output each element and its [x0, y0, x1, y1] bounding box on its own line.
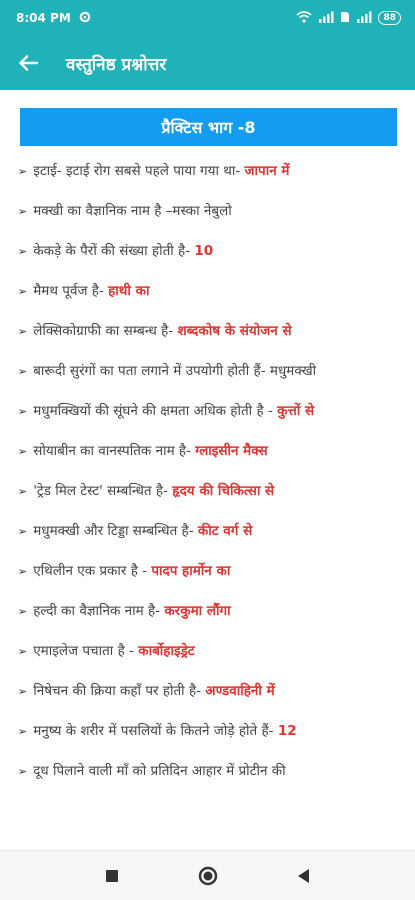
list-item — [18, 520, 401, 543]
answer-text: 10 — [194, 243, 214, 259]
question-text: मधुमक्खियों की सूंघने की क्षमता अधिक होती है - — [33, 403, 273, 419]
answer-text: जापान में — [244, 163, 290, 179]
settings-gear-icon — [79, 11, 91, 26]
circle-icon — [198, 866, 218, 886]
question-text: केकड़े के पैरों की संख्या होती है- — [33, 243, 191, 259]
bullet-arrow-icon: ➢ — [18, 285, 28, 298]
bullet-arrow-icon: ➢ — [18, 485, 28, 498]
triangle-back-icon — [298, 869, 310, 883]
bullet-arrow-icon: ➢ — [18, 245, 28, 258]
question-text: बारूदी सुरंगों का पता लगाने में उपयोगी होती हैं- मधुमक्खी — [33, 363, 317, 379]
answer-text: हृदय की चिकित्सा से — [172, 483, 275, 499]
question-text: दूध पिलाने वाली माँ को प्रतिदिन आहार में प्रोटीन की — [33, 763, 286, 779]
question-text: निषेचन की क्रिया कहाँ पर होती है- — [33, 683, 201, 699]
question-text: मक्खी का वैज्ञानिक नाम है –मस्का नेबुलो — [33, 203, 232, 219]
arrow-left-icon — [18, 55, 38, 71]
list-item — [18, 160, 401, 183]
battery-icon — [378, 11, 401, 25]
bullet-arrow-icon: ➢ — [18, 565, 28, 578]
answer-text: ग्लाइसीन मैक्स — [195, 443, 268, 459]
question-text: एथिलीन एक प्रकार है - — [33, 563, 148, 579]
back-button[interactable] — [0, 36, 56, 90]
section-banner — [20, 108, 397, 146]
list-item — [18, 560, 401, 583]
list-item — [18, 440, 401, 463]
bullet-arrow-icon: ➢ — [18, 165, 28, 178]
answer-text: अण्डवाहिनी में — [205, 683, 275, 699]
list-item — [18, 760, 401, 783]
app-bar — [0, 36, 415, 90]
bullet-arrow-icon: ➢ — [18, 445, 28, 458]
wifi-icon — [296, 11, 312, 26]
bullet-arrow-icon: ➢ — [18, 605, 28, 618]
bullet-arrow-icon: ➢ — [18, 205, 28, 218]
answer-text: कीट वर्ग से — [197, 523, 253, 539]
status-time: 8:04 PM — [16, 11, 71, 25]
bullet-arrow-icon: ➢ — [18, 645, 28, 658]
bullet-arrow-icon: ➢ — [18, 685, 28, 698]
answer-text: पादप हार्मोन का — [151, 563, 231, 579]
home-button[interactable] — [194, 862, 222, 890]
bullet-arrow-icon: ➢ — [18, 525, 28, 538]
question-text: इटाई- इटाई रोग सबसे पहले पाया गया था- — [33, 163, 241, 179]
navigation-bar — [0, 850, 415, 900]
banner-title: प्रैक्टिस भाग -8 — [161, 118, 256, 137]
square-icon — [106, 870, 118, 882]
answer-text: कार्बोहाइड्रेट — [138, 643, 195, 659]
list-item — [18, 680, 401, 703]
back-nav-button[interactable] — [290, 862, 318, 890]
question-text: मधुमक्खी और टिड्डा सम्बन्धित है- — [33, 523, 194, 539]
bullet-arrow-icon: ➢ — [18, 725, 28, 738]
answer-text: कुत्तों से — [277, 403, 315, 419]
signal-icon — [318, 11, 334, 26]
list-item — [18, 480, 401, 503]
bullet-arrow-icon: ➢ — [18, 325, 28, 338]
question-text: हल्दी का वैज्ञानिक नाम है- — [33, 603, 161, 619]
signal-icon-2 — [356, 11, 372, 26]
list-item — [18, 320, 401, 343]
list-item — [18, 200, 401, 223]
answer-text: 12 — [277, 723, 297, 739]
list-item — [18, 640, 401, 663]
status-bar — [0, 0, 415, 36]
list-item — [18, 280, 401, 303]
answer-text: करकुमा लौंगा — [164, 603, 231, 619]
content-scroll[interactable] — [0, 90, 415, 850]
question-text: मनुष्य के शरीर में पसलियों के कितने जोड़े होते हैं- — [33, 723, 274, 739]
question-text: एमाइलेज पचाता है - — [33, 643, 134, 659]
list-item — [18, 600, 401, 623]
question-text: लेक्सिकोग्राफी का सम्बन्ध है- — [33, 323, 174, 339]
bullet-arrow-icon: ➢ — [18, 405, 28, 418]
bullet-arrow-icon: ➢ — [18, 365, 28, 378]
sim-icon — [340, 11, 350, 26]
question-list — [0, 160, 415, 783]
battery-level: 88 — [383, 13, 396, 23]
list-item — [18, 720, 401, 743]
list-item — [18, 240, 401, 263]
list-item — [18, 360, 401, 383]
recents-button[interactable] — [98, 862, 126, 890]
answer-text: हाथी का — [108, 283, 150, 299]
list-item — [18, 400, 401, 423]
question-text: मैमथ पूर्वज है- — [33, 283, 104, 299]
question-text: सोयाबीन का वानस्पतिक नाम है- — [33, 443, 191, 459]
question-text: 'ट्रेड मिल टेस्ट' सम्बन्धित है- — [33, 483, 168, 499]
page-title: वस्तुनिष्ठ प्रश्नोत्तर — [66, 54, 167, 75]
bullet-arrow-icon: ➢ — [18, 765, 28, 778]
answer-text: शब्दकोष के संयोजन से — [177, 323, 292, 339]
